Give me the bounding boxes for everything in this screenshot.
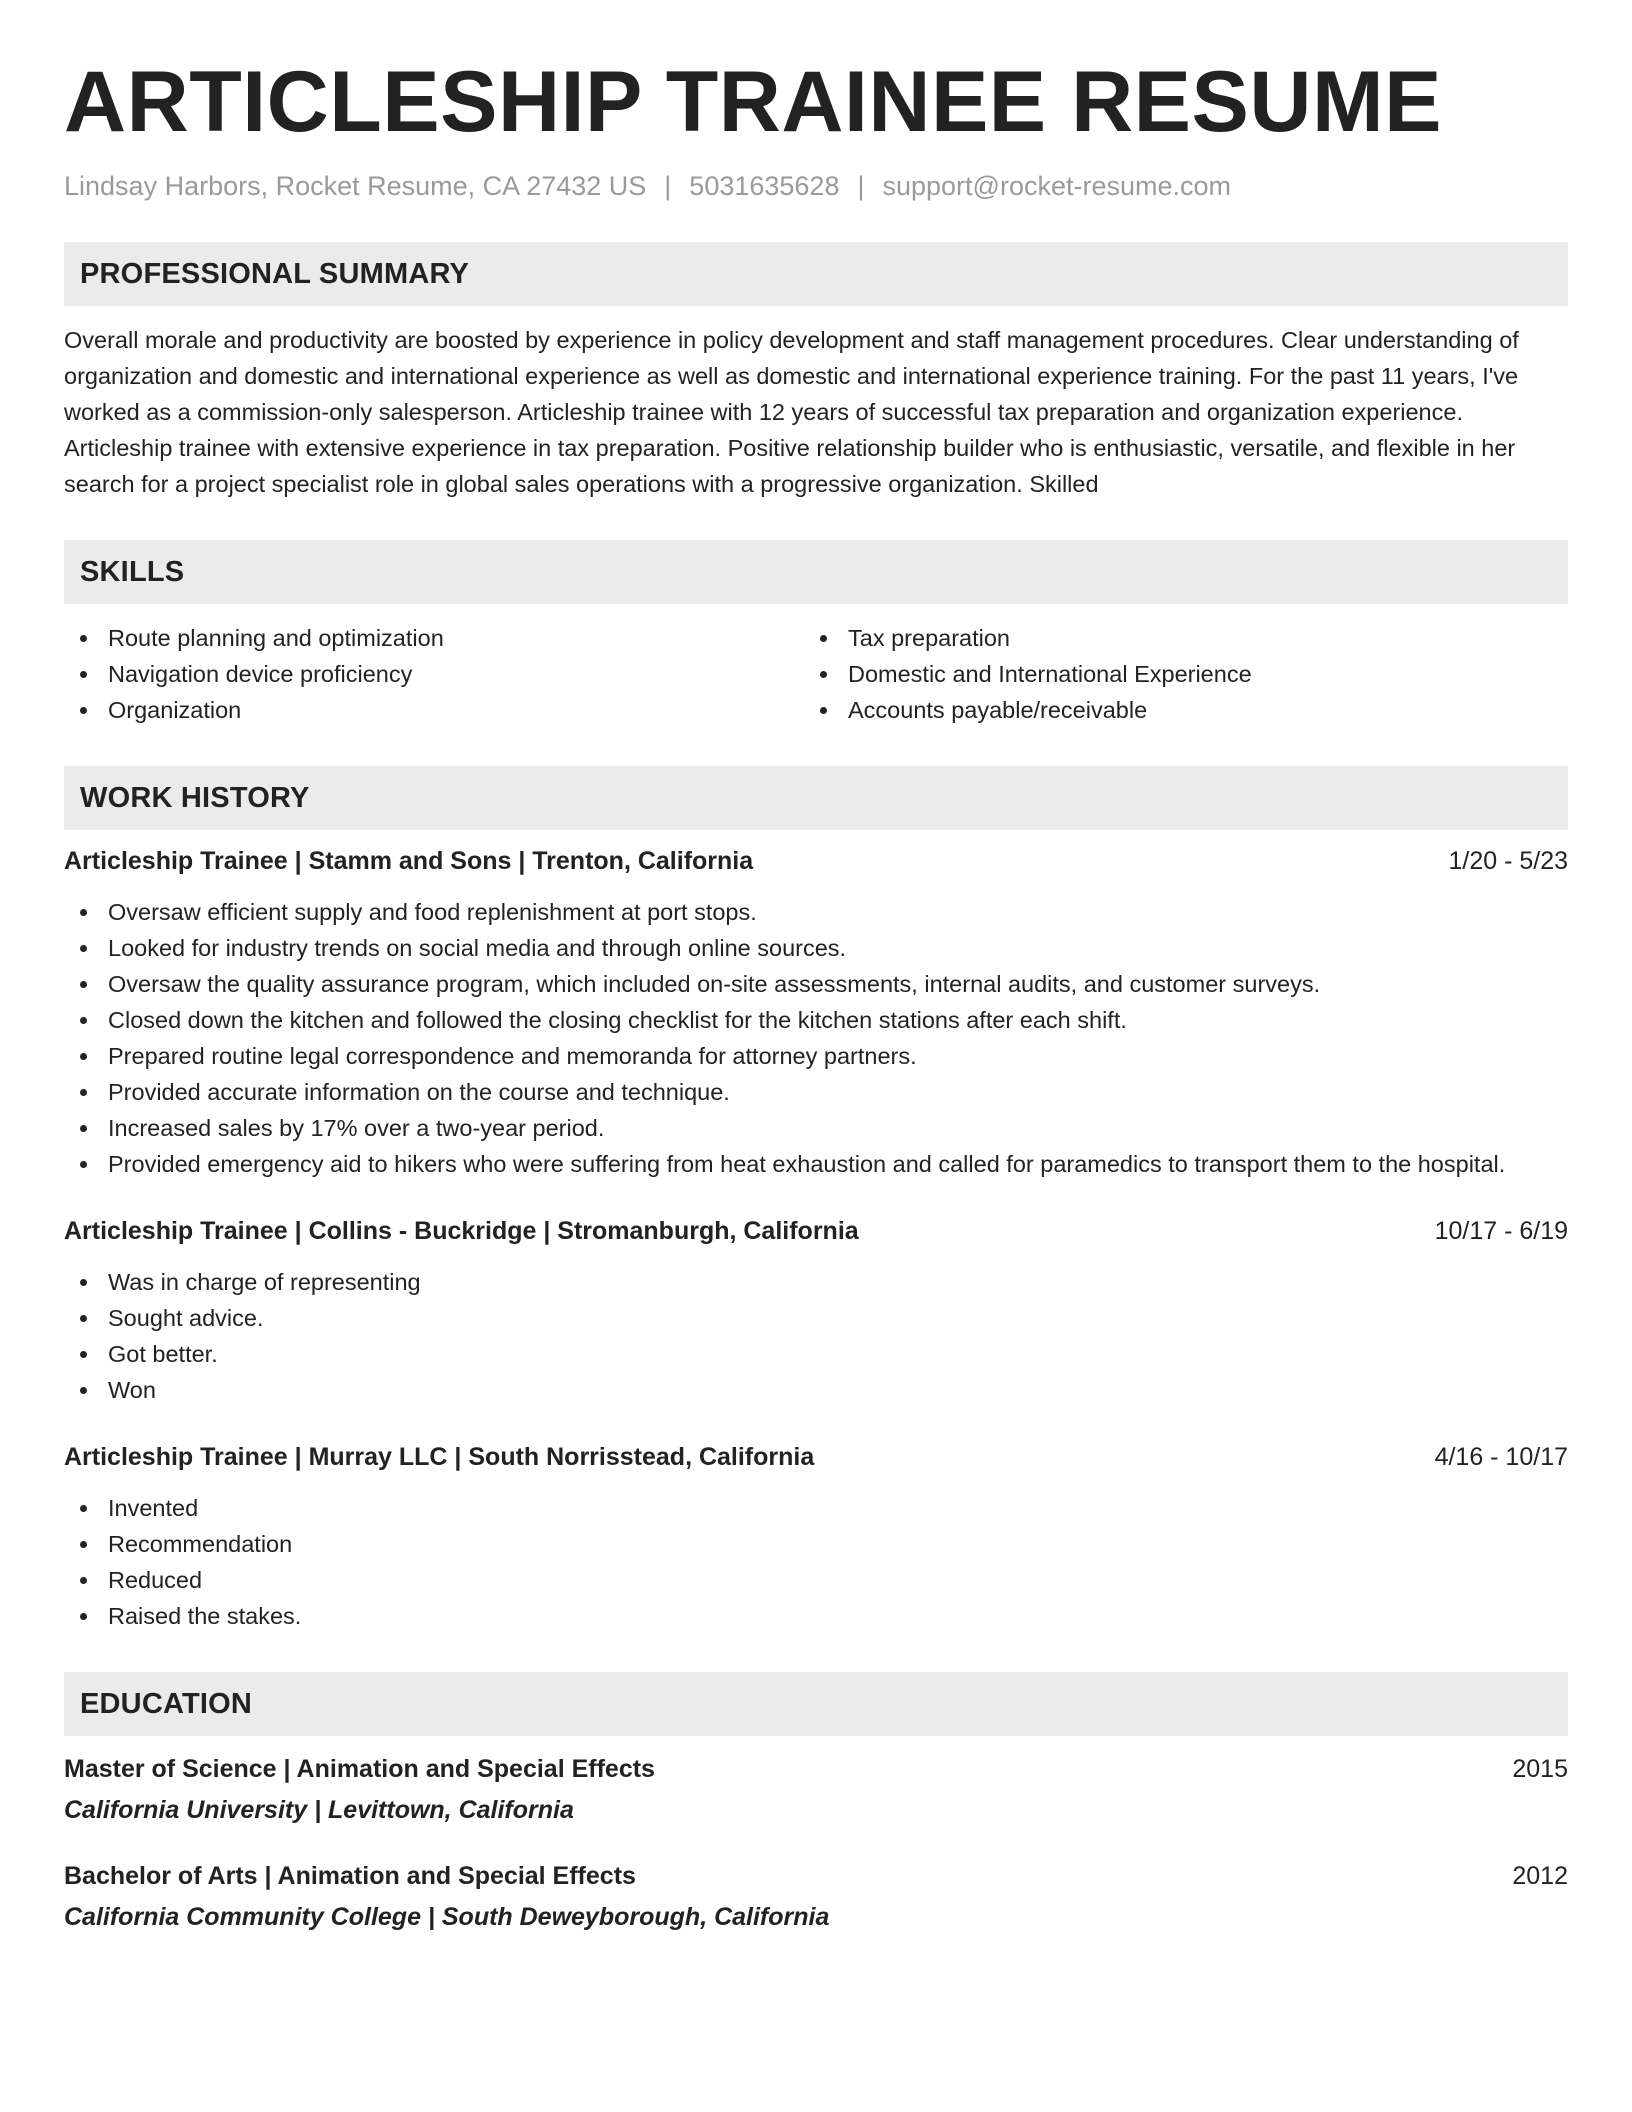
education-header bbox=[64, 1859, 1568, 1893]
contact-line bbox=[64, 168, 1568, 204]
job-bullet: Raised the stakes. bbox=[64, 1598, 1568, 1634]
job-bullet: Provided accurate information on the course and technique. bbox=[64, 1074, 1568, 1110]
education-year: 2015 bbox=[1512, 1755, 1568, 1783]
education-header bbox=[64, 1752, 1568, 1786]
job-bullet: Sought advice. bbox=[64, 1300, 1568, 1336]
contact-separator: | bbox=[664, 171, 672, 201]
job-bullet: Got better. bbox=[64, 1336, 1568, 1372]
job-bullet: Oversaw the quality assurance program, which included on-site assessments, internal audits, and customer surveys. bbox=[64, 966, 1568, 1002]
resume-title: ARTICLESHIP TRAINEE RESUME bbox=[64, 54, 1442, 150]
contact-phone: 5031635628 bbox=[689, 171, 840, 201]
skills-column-left bbox=[64, 620, 804, 728]
skill-item: Organization bbox=[64, 692, 804, 728]
job-bullet: Prepared routine legal correspondence and memoranda for attorney partners. bbox=[64, 1038, 1568, 1074]
job-bullets bbox=[64, 894, 1568, 1182]
skill-item: Domestic and International Experience bbox=[804, 656, 1544, 692]
job-entry bbox=[64, 844, 1568, 1182]
job-bullet: Oversaw efficient supply and food replenishment at port stops. bbox=[64, 894, 1568, 930]
summary-text: Overall morale and productivity are boosted by experience in policy development and staff management procedures. Clear understanding of organization and domestic and international experience as well as domestic and international experience training. For the past 11 years, I've worked as a commission-only salesperson. Articleship trainee with 12 years of successful tax preparation and organization experience. Articleship trainee with extensive experience in tax preparation. Positive relationship builder who is enthusiastic, versatile, and flexible in her search for a project specialist role in global sales operations with a progressive organization. Skilled bbox=[64, 327, 1519, 497]
job-bullets bbox=[64, 1490, 1568, 1634]
job-header bbox=[64, 1440, 1568, 1474]
skills-column-right bbox=[804, 620, 1544, 728]
job-bullet: Reduced bbox=[64, 1562, 1568, 1598]
education-school: California Community College | South Deweyborough, California bbox=[64, 1903, 830, 1931]
job-bullet: Recommendation bbox=[64, 1526, 1568, 1562]
section-heading-work-history: WORK HISTORY bbox=[64, 766, 1568, 830]
skill-item: Navigation device proficiency bbox=[64, 656, 804, 692]
job-title: Articleship Trainee | Collins - Buckridge | Stromanburgh, California bbox=[64, 1217, 859, 1245]
skill-item: Tax preparation bbox=[804, 620, 1544, 656]
section-heading-education: EDUCATION bbox=[64, 1672, 1568, 1736]
skill-item: Route planning and optimization bbox=[64, 620, 804, 656]
job-bullet: Was in charge of representing bbox=[64, 1264, 1568, 1300]
job-bullet: Increased sales by 17% over a two-year period. bbox=[64, 1110, 1568, 1146]
education-degree: Master of Science | Animation and Special Effects bbox=[64, 1755, 655, 1783]
job-title: Articleship Trainee | Murray LLC | South Norrisstead, California bbox=[64, 1443, 815, 1471]
job-bullet: Closed down the kitchen and followed the closing checklist for the kitchen stations after each shift. bbox=[64, 1002, 1568, 1038]
education-entry bbox=[64, 1859, 1568, 1934]
section-heading-skills: SKILLS bbox=[64, 540, 1568, 604]
job-bullet: Provided emergency aid to hikers who were suffering from heat exhaustion and called for paramedics to transport them to the hospital. bbox=[64, 1146, 1568, 1182]
job-entry bbox=[64, 1440, 1568, 1634]
education-entry bbox=[64, 1752, 1568, 1827]
contact-email: support@rocket-resume.com bbox=[882, 171, 1232, 201]
job-bullet: Won bbox=[64, 1372, 1568, 1408]
education-degree: Bachelor of Arts | Animation and Special Effects bbox=[64, 1862, 636, 1890]
education-school: California University | Levittown, California bbox=[64, 1796, 574, 1824]
section-heading-summary: PROFESSIONAL SUMMARY bbox=[64, 242, 1568, 306]
job-header bbox=[64, 844, 1568, 878]
job-dates: 1/20 - 5/23 bbox=[1448, 847, 1568, 875]
job-title: Articleship Trainee | Stamm and Sons | Trenton, California bbox=[64, 847, 754, 875]
job-header bbox=[64, 1214, 1568, 1248]
skill-item: Accounts payable/receivable bbox=[804, 692, 1544, 728]
contact-separator: | bbox=[857, 171, 865, 201]
job-bullets bbox=[64, 1264, 1568, 1408]
contact-address: Lindsay Harbors, Rocket Resume, CA 27432 US bbox=[64, 171, 647, 201]
job-dates: 4/16 - 10/17 bbox=[1434, 1443, 1568, 1471]
job-entry bbox=[64, 1214, 1568, 1408]
job-dates: 10/17 - 6/19 bbox=[1434, 1217, 1568, 1245]
skills-list bbox=[64, 620, 1568, 728]
job-bullet: Invented bbox=[64, 1490, 1568, 1526]
job-bullet: Looked for industry trends on social media and through online sources. bbox=[64, 930, 1568, 966]
education-year: 2012 bbox=[1512, 1862, 1568, 1890]
